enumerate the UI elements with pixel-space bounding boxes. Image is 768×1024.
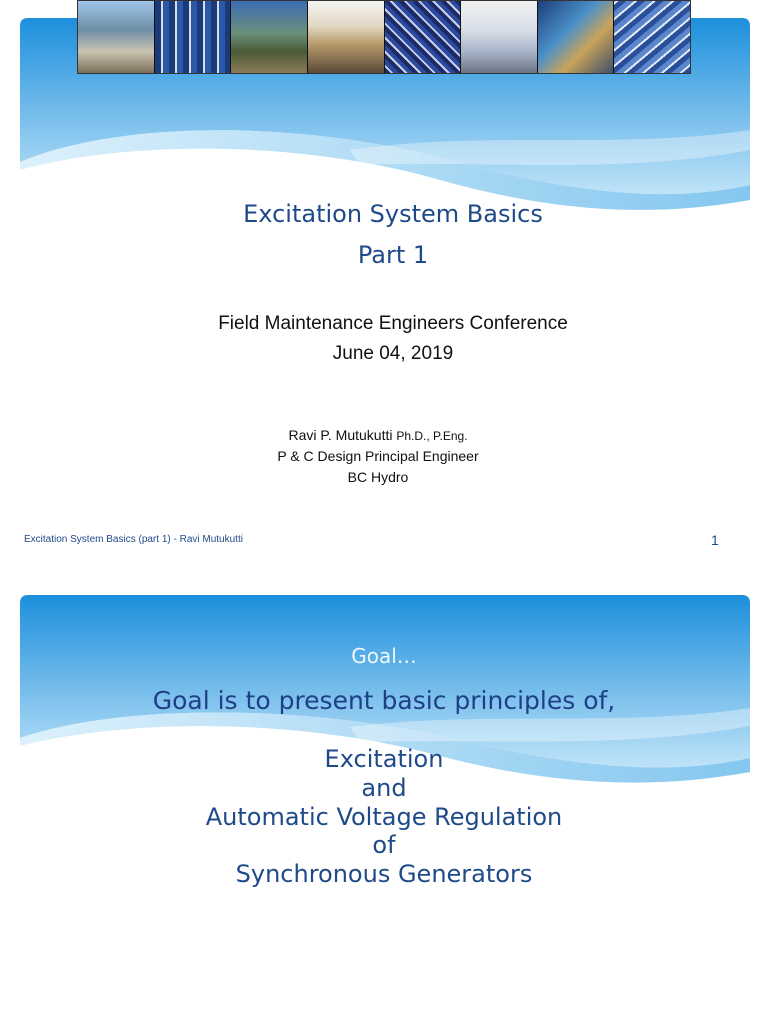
goal-line: Automatic Voltage Regulation <box>205 803 563 831</box>
river-valley-photo <box>231 1 308 73</box>
goal-statement: Goal is to present basic principles of, <box>152 686 616 715</box>
transmission-tower-photo <box>385 1 462 73</box>
engineers-hardhats-photo <box>308 1 385 73</box>
slide-heading: Goal… <box>351 644 417 668</box>
goal-slide <box>0 592 768 1024</box>
dam-spillway-photo <box>78 1 155 73</box>
lineworkers-bucket-photo <box>461 1 538 73</box>
organization: BC Hydro <box>347 469 409 485</box>
author-line <box>0 427 762 443</box>
header-photo-strip <box>77 0 691 74</box>
substation-insulators-photo <box>155 1 232 73</box>
author-credentials: Ph.D., P.Eng. <box>396 429 468 443</box>
tower-closeup-photo <box>614 1 690 73</box>
slide-title: Excitation System Basics <box>243 200 543 228</box>
slide-subtitle-part: Part 1 <box>357 241 429 269</box>
goal-line: and <box>361 774 407 802</box>
conference-date: June 04, 2019 <box>332 343 454 364</box>
goal-line: Excitation <box>324 745 444 773</box>
conference-name: Field Maintenance Engineers Conference <box>218 313 568 334</box>
goal-line: of <box>372 831 396 859</box>
generator-hall-photo <box>538 1 615 73</box>
author-role: P & C Design Principal Engineer <box>277 448 479 464</box>
page-number: 1 <box>711 532 719 548</box>
goal-line: Synchronous Generators <box>235 860 533 888</box>
author-name: Ravi P. Mutukutti <box>288 427 393 443</box>
slide-footer: Excitation System Basics (part 1) - Ravi Mutukutti <box>24 534 243 545</box>
